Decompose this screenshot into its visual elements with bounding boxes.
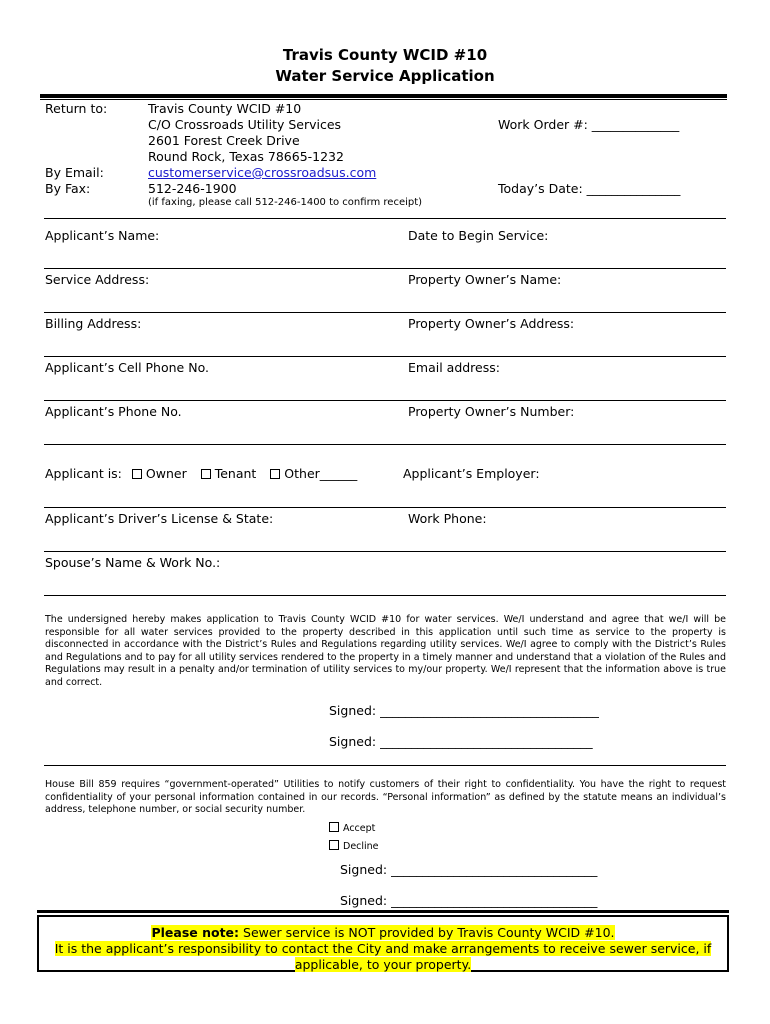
return-city: Round Rock, Texas 78665-1232 [148, 149, 344, 164]
accept-checkbox[interactable] [329, 822, 339, 832]
return-co: C/O Crossroads Utility Services [148, 117, 342, 132]
sewer-note-box [37, 915, 729, 972]
accept-label: Accept [343, 823, 376, 834]
spouse-line[interactable] [44, 595, 726, 596]
owner-checkbox[interactable] [132, 469, 142, 479]
note-top-rule [37, 910, 729, 914]
applicant-name-label: Applicant’s Name: [45, 228, 160, 243]
return-org: Travis County WCID #10 [148, 101, 302, 116]
note-line-1-text: Sewer service is NOT provided by Travis County WCID #10. [239, 925, 615, 940]
note-line-3-text: applicable, to your property. [294, 957, 472, 972]
fax-note: (if faxing, please call 512-246-1400 to confirm receipt) [148, 197, 423, 208]
note-line-1 [39, 925, 727, 940]
agreement-paragraph: The undersigned hereby makes application to Travis County WCID #10 for water services. We/I understand and agree that we/I will be responsible for all water services provided to the property described in this application until such time as service to the property is disconnected in accordance with the District’s Rules and Regulations regarding utility services. We/I agree to comply with the District’s Rules and Regulations and to pay for all utility services rendered to the property in a timely manner and understand that a violation of the Rules and Regulations may result in a penalty and/or termination of utility services to my/our property. We/I represent that the information above is true and correct. [45, 614, 726, 688]
other-option-label[interactable]: Other______ [284, 466, 358, 481]
billing-address-line[interactable] [44, 356, 726, 357]
signature-line-4[interactable]: Signed: _________________________________ [340, 893, 598, 908]
email-link[interactable]: customerservice@crossroadsus.com [148, 165, 377, 180]
owner-address-label: Property Owner’s Address: [408, 316, 575, 331]
owner-option-label: Owner [145, 466, 187, 481]
applicant-is-label: Applicant is: [45, 466, 122, 481]
tenant-checkbox[interactable] [201, 469, 211, 479]
other-checkbox[interactable] [270, 469, 280, 479]
decline-option[interactable] [329, 840, 379, 852]
billing-address-label: Billing Address: [45, 316, 142, 331]
phone-label: Applicant’s Phone No. [45, 404, 182, 419]
work-phone-label: Work Phone: [408, 511, 487, 526]
date-begin-label: Date to Begin Service: [408, 228, 549, 243]
signature-line-3[interactable]: Signed: _________________________________ [340, 862, 598, 877]
header-divider [40, 94, 727, 100]
form-title: Travis County WCID #10 [282, 46, 488, 64]
note-line-2-text: It is the applicant’s responsibility to contact the City and make arrangements to receive sewer service, if [54, 941, 712, 956]
signature-line-1[interactable]: Signed: ___________________________________ [329, 703, 599, 718]
note-line-2 [39, 941, 727, 956]
todays-date-field[interactable]: Today’s Date: _______________ [498, 181, 681, 196]
applicant-name-line[interactable] [44, 268, 726, 269]
signature-divider [44, 765, 726, 766]
cell-phone-label: Applicant’s Cell Phone No. [45, 360, 209, 375]
signature-line-2[interactable]: Signed: __________________________________ [329, 734, 593, 749]
confidentiality-paragraph: House Bill 859 requires “government-operated” Utilities to notify customers of their right to confidentiality. You have the right to request confidentiality of your personal information contained in our records. “Personal information” as defined by the statute means an individual’s address, telephone number, or social security number. [45, 779, 726, 816]
email-address-label: Email address: [408, 360, 500, 375]
phone-line[interactable] [44, 444, 726, 445]
form-subtitle: Water Service Application [275, 67, 495, 85]
service-address-line[interactable] [44, 312, 726, 313]
spouse-label: Spouse’s Name & Work No.: [45, 555, 221, 570]
email-label: By Email: [45, 165, 104, 180]
decline-label: Decline [343, 841, 379, 852]
decline-checkbox[interactable] [329, 840, 339, 850]
note-bold-label: Please note: [151, 925, 240, 940]
applicant-type-line[interactable] [44, 507, 726, 508]
license-line[interactable] [44, 551, 726, 552]
cell-phone-line[interactable] [44, 400, 726, 401]
employer-label: Applicant’s Employer: [403, 466, 540, 481]
fax-number: 512-246-1900 [148, 181, 237, 196]
owner-name-label: Property Owner’s Name: [408, 272, 562, 287]
license-label: Applicant’s Driver’s License & State: [45, 511, 274, 526]
accept-option[interactable] [329, 822, 375, 834]
return-label: Return to: [45, 101, 108, 116]
work-order-field[interactable]: Work Order #: ______________ [498, 117, 680, 132]
fax-label: By Fax: [45, 181, 91, 196]
note-line-3 [39, 957, 727, 972]
owner-number-label: Property Owner’s Number: [408, 404, 575, 419]
service-address-label: Service Address: [45, 272, 150, 287]
header-bottom-rule [44, 218, 726, 219]
applicant-type-group [45, 466, 357, 481]
return-street: 2601 Forest Creek Drive [148, 133, 300, 148]
tenant-option-label: Tenant [214, 466, 257, 481]
